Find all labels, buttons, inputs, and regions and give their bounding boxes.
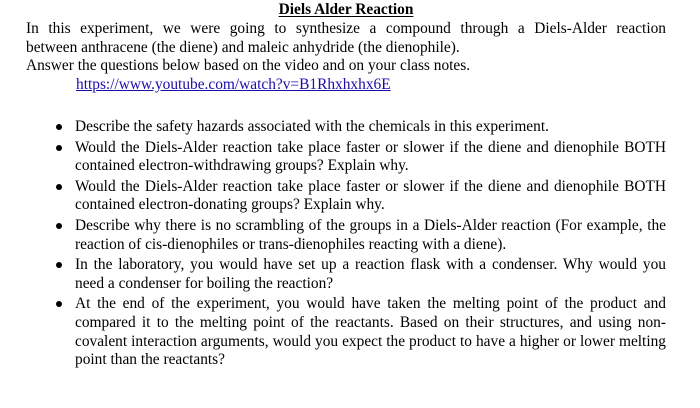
question-text: Would the Diels-Alder reaction take place faster or slower if the diene and dienophile BOTH contained electron-withdrawing groups? Explain why. <box>75 138 666 175</box>
question-text: Describe why there is no scrambling of the groups in a Diels-Alder reaction (For example, the reaction of cis-dienophiles or trans-dienophiles reacting with a diene). <box>75 216 666 253</box>
question-item <box>26 295 666 369</box>
question-item <box>26 178 666 215</box>
question-text: Describe the safety hazards associated with the chemicals in this experiment. <box>75 118 549 135</box>
intro-line: Answer the questions below based on the video and on your class notes. <box>26 57 471 75</box>
question-text: At the end of the experiment, you would have taken the melting point of the product and compared it to the melting point of the reactants. Based on their structures, and using non-covalent interaction arguments, would you expect the product to have a higher or lower melting point than the reactants? <box>75 295 666 369</box>
question-list <box>26 118 666 372</box>
bullet-icon <box>26 139 75 157</box>
intro-line: In this experiment, we were going to synthesize a compound through a Diels-Alder reaction <box>26 20 666 37</box>
intro-line: between anthracene (the diene) and maleic anhydride (the dienophile). <box>26 38 460 56</box>
bullet-icon <box>26 295 75 313</box>
intro-paragraph <box>26 20 666 76</box>
question-text: Would the Diels-Alder reaction take place faster or slower if the diene and dienophile BOTH contained electron-donating groups? Explain why. <box>75 177 666 214</box>
bullet-icon <box>26 217 75 235</box>
video-link[interactable]: https://www.youtube.com/watch?v=B1Rhxhxhx6E <box>76 75 391 93</box>
bullet-icon <box>26 178 75 196</box>
question-item <box>26 217 666 254</box>
document-title: Diels Alder Reaction <box>278 1 414 18</box>
question-item <box>26 139 666 176</box>
bullet-icon <box>26 118 75 136</box>
question-item <box>26 256 666 293</box>
bullet-icon <box>26 256 75 274</box>
video-link-line <box>76 76 666 95</box>
document-page <box>26 1 666 95</box>
question-text: In the laboratory, you would have set up a reaction flask with a condenser. Why would you need a condenser for boiling the reaction? <box>75 256 666 292</box>
question-item <box>26 118 666 137</box>
